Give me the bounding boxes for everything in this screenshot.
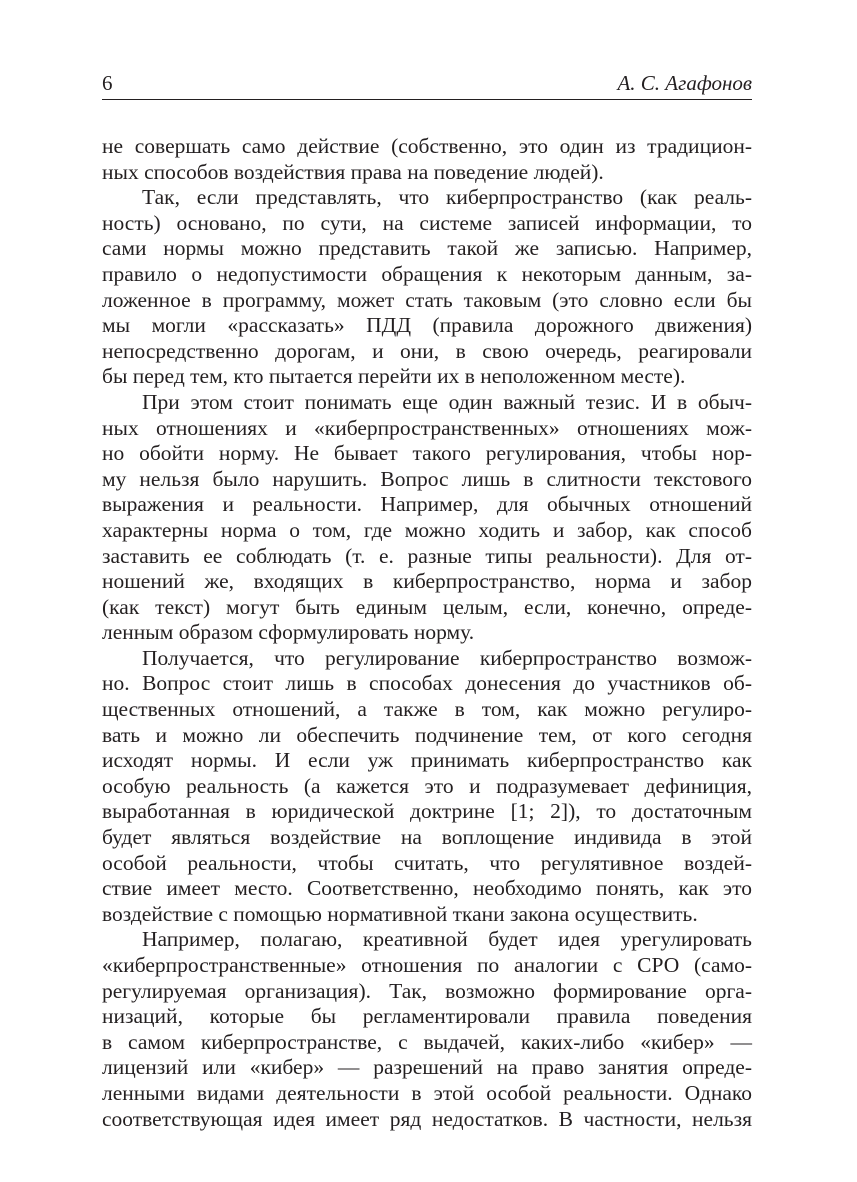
text-line: Например, полагаю, креативной будет идея урегулировать [142,927,752,952]
text-line: бы перед тем, кто пытается перейти их в неположенном месте). [102,364,686,389]
text-line: но. Вопрос стоит лишь в способах донесения до участников об- [102,671,752,696]
running-author: А. С. Агафонов [617,71,752,95]
text-line: особой реальности, чтобы считать, что регулятивное воздей- [102,850,752,875]
text-line: мы могли «рассказать» ПДД (правила дорожного движения) [102,313,752,338]
text-line: Получается, что регулирование киберпространство возмож- [142,645,752,670]
text-line: будет являться воздействие на воплощение индивида в этой [102,825,752,850]
text-line: При этом стоит понимать еще один важный тезис. И в обыч- [142,389,752,414]
text-line: характерны норма о том, где можно ходить и забор, как способ [102,517,752,542]
text-line: исходят нормы. И если уж принимать киберпространство как [102,748,752,773]
text-line: сами нормы можно представить такой же записью. Например, [102,236,752,261]
text-line: заставить ее соблюдать (т. е. разные типы реальности). Для от- [102,543,752,568]
running-header [102,64,752,100]
text-line: ложенное в программу, может стать таковым (это словно если бы [102,287,752,312]
body-text [102,134,752,1132]
page-number: 6 [102,71,113,95]
text-line: Так, если представлять, что киберпространство (как реаль- [142,185,752,210]
text-line: особую реальность (а кажется это и подразумевает дефиниция, [102,773,752,798]
text-line: регулируемая организация). Так, возможно формирование орга- [102,978,752,1003]
text-line: (как текст) могут быть единым целым, если, конечно, опреде- [102,594,752,619]
book-page [102,64,752,1132]
text-line: ных отношениях и «киберпространственных» отношениях мож- [102,415,752,440]
text-line: выражения и реальности. Например, для обычных отношений [102,492,752,517]
text-line: непосредственно дорогам, и они, в свою очередь, реагировали [102,338,752,363]
text-line: ленными видами деятельности в этой особой реальности. Однако [102,1080,752,1105]
text-line: му нельзя было нарушить. Вопрос лишь в слитности текстового [102,466,752,491]
text-line: ношений же, входящих в киберпространство, норма и забор [102,569,752,594]
text-line: соответствующая идея имеет ряд недостатков. В частности, нельзя [102,1106,752,1131]
text-line: ствие имеет место. Соответственно, необходимо понять, как это [102,876,752,901]
text-line: ность) основано, по сути, на системе записей информации, то [102,210,752,235]
text-line: в самом киберпространстве, с выдачей, каких-либо «кибер» — [102,1029,752,1054]
text-line: ленным образом сформулировать норму. [102,620,475,645]
text-line: ных способов воздействия права на поведение людей). [102,159,604,184]
text-line: вать и можно ли обеспечить подчинение тем, от кого сегодня [102,722,752,747]
text-line: выработанная в юридической доктрине [1; 2]), то достаточным [102,799,752,824]
text-line: лицензий или «кибер» — разрешений на право занятия опреде- [102,1055,752,1080]
text-line: не совершать само действие (собственно, это один из традицион- [102,134,752,158]
text-line: но обойти норму. Не бывает такого регулирования, чтобы нор- [102,441,752,466]
text-line: воздействие с помощью нормативной ткани закона осуществить. [102,901,698,926]
text-line: «киберпространственные» отношения по аналогии с СРО (само- [102,953,752,977]
text-line: правило о недопустимости обращения к некоторым данным, за- [102,261,752,286]
text-line: щественных отношений, а также в том, как можно регулиро- [102,697,752,722]
text-line: низаций, которые бы регламентировали правила поведения [102,1004,752,1029]
